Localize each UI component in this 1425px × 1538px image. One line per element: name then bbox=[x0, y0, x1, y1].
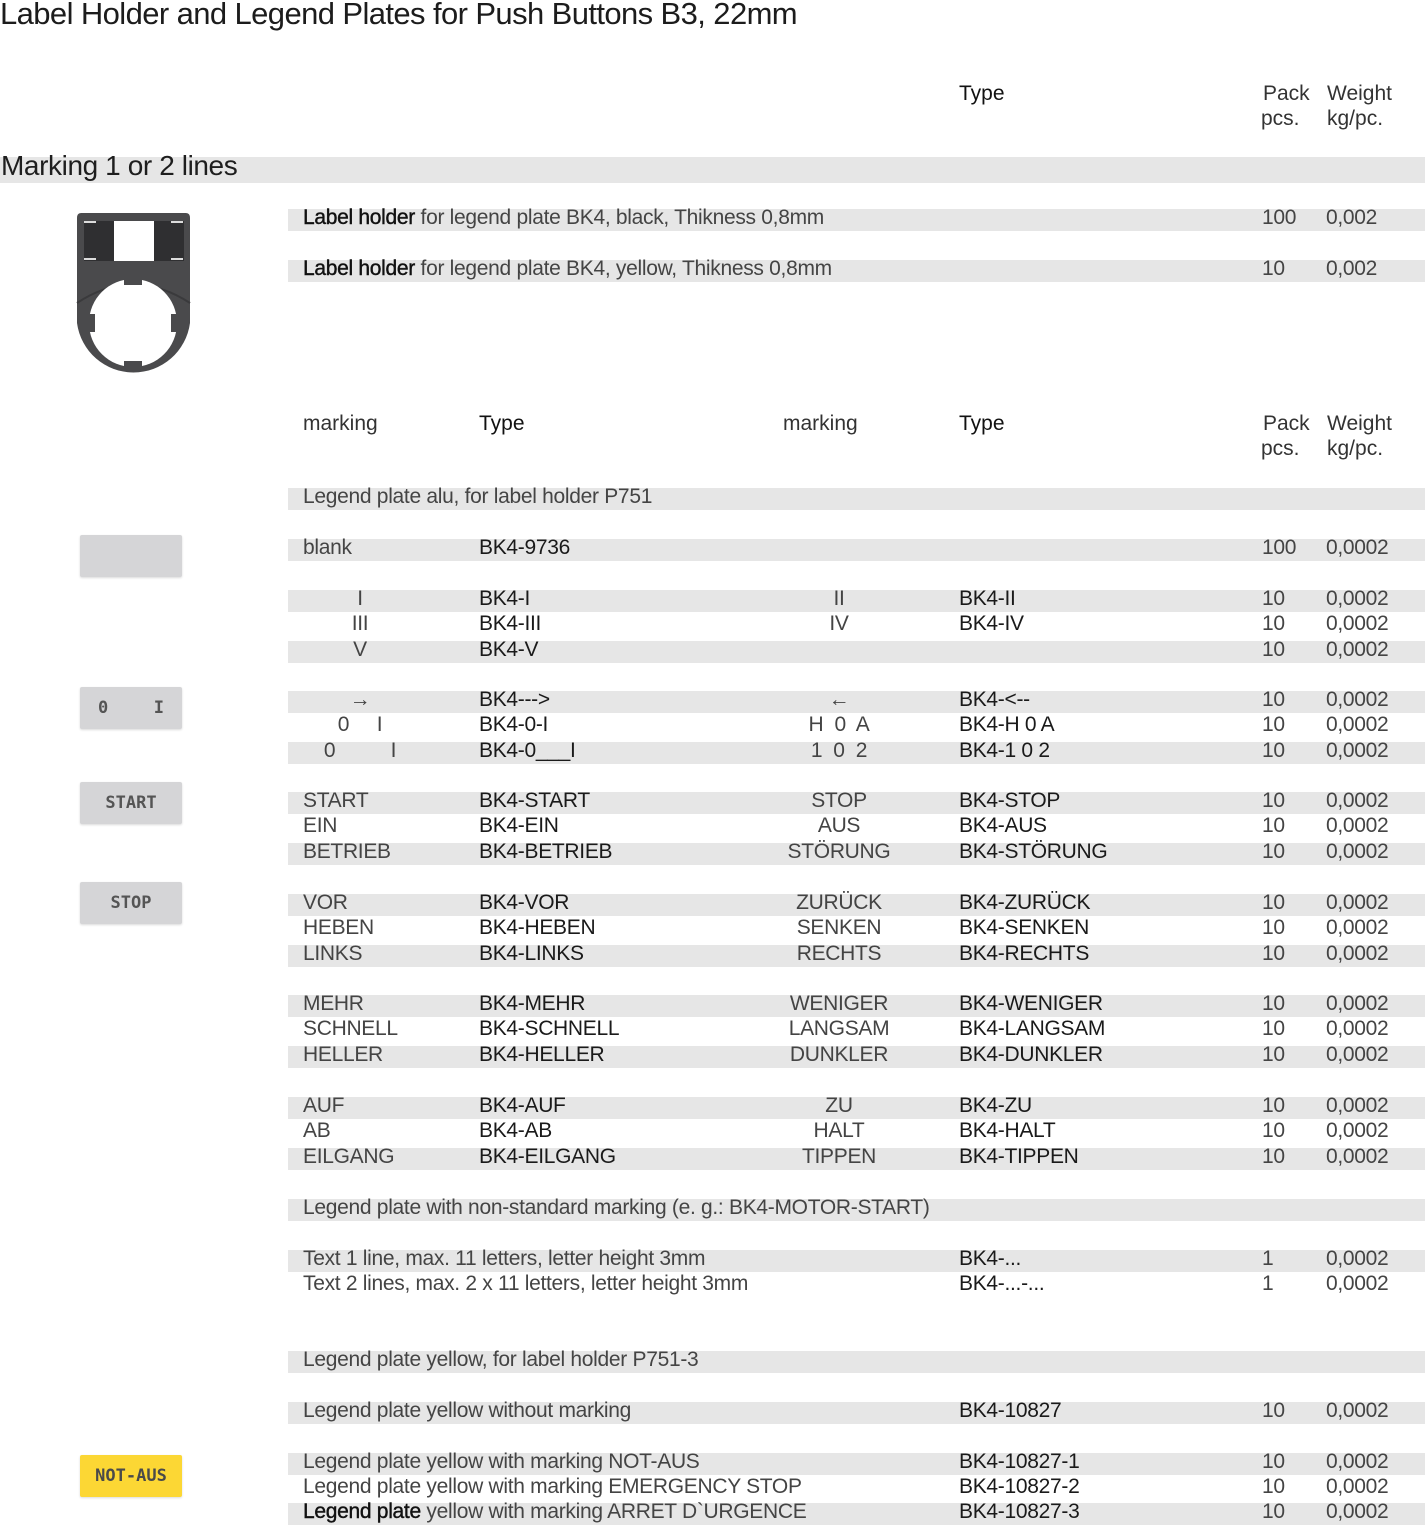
pack-qty: 10 bbox=[1262, 1144, 1285, 1168]
type-code-2: BK4-ZU bbox=[959, 1094, 1032, 1117]
holder-label-bold: Label holder bbox=[303, 206, 415, 229]
type-code: BK4-9736 bbox=[479, 536, 571, 559]
description: Text 1 line, max. 11 letters, letter height 3mm bbox=[303, 1247, 706, 1270]
header-pack-unit: pcs. bbox=[1261, 107, 1300, 130]
marking-1: VOR bbox=[303, 891, 348, 914]
header-pack: Pack bbox=[1263, 82, 1310, 105]
pack-qty: 10 bbox=[1262, 916, 1285, 940]
table-row bbox=[288, 713, 1425, 738]
marking-1: → bbox=[349, 688, 371, 711]
weight: 0,0002 bbox=[1326, 1500, 1389, 1523]
type-code: BK4-10827-3 bbox=[959, 1500, 1080, 1523]
marking-1: III bbox=[351, 612, 369, 636]
marking-1: LINKS bbox=[303, 941, 363, 965]
marking-1: 0 I bbox=[337, 713, 383, 737]
header-weight-unit: kg/pc. bbox=[1327, 437, 1384, 460]
description: Legend plate yellow with marking NOT-AUS bbox=[303, 1450, 700, 1473]
table-row bbox=[288, 941, 1425, 967]
table-row-yellow-0 bbox=[288, 1399, 1425, 1424]
type-code-1: BK4-MEHR bbox=[479, 992, 586, 1015]
marking-1: SCHNELL bbox=[303, 1017, 398, 1041]
table-row bbox=[288, 814, 1425, 839]
type-code: BK4-... bbox=[959, 1247, 1022, 1270]
marking-1: BETRIEB bbox=[303, 839, 391, 863]
header-marking-2: marking bbox=[783, 412, 858, 435]
type-code-1: BK4-I bbox=[479, 587, 531, 610]
marking-2: AUS bbox=[817, 814, 861, 838]
table-row-custom-2 bbox=[288, 1272, 1425, 1297]
header-marking-1: marking bbox=[303, 412, 378, 435]
pack-qty: 100 bbox=[1262, 536, 1297, 559]
table-row bbox=[288, 1144, 1425, 1170]
pack-qty: 10 bbox=[1262, 839, 1285, 863]
weight: 0,0002 bbox=[1326, 891, 1389, 914]
header-type: Type bbox=[959, 82, 1005, 105]
table-row bbox=[288, 789, 1425, 814]
marking-2: WENIGER bbox=[789, 992, 889, 1015]
weight: 0,0002 bbox=[1326, 612, 1389, 636]
pack-qty: 10 bbox=[1262, 789, 1285, 812]
pack-qty: 10 bbox=[1262, 612, 1285, 636]
pack-qty: 10 bbox=[1262, 738, 1285, 762]
weight: 0,0002 bbox=[1326, 1042, 1389, 1066]
description: Legend plate yellow with marking EMERGENCY STOP bbox=[303, 1475, 802, 1498]
type-code-2: BK4-II bbox=[959, 587, 1016, 610]
marking-2: ZURÜCK bbox=[796, 891, 882, 914]
header-type-1: Type bbox=[479, 412, 525, 435]
pack-qty: 10 bbox=[1262, 257, 1285, 280]
table-row bbox=[288, 688, 1425, 713]
type-code-2: BK4-DUNKLER bbox=[959, 1042, 1103, 1066]
type-code-2: BK4-HALT bbox=[959, 1119, 1056, 1143]
marking-2: SENKEN bbox=[796, 916, 882, 940]
pack-qty: 10 bbox=[1262, 587, 1285, 610]
header-type-2: Type bbox=[959, 412, 1005, 435]
label-holder-image bbox=[76, 211, 191, 379]
group-header-alu bbox=[288, 485, 1425, 510]
weight: 0,0002 bbox=[1326, 713, 1389, 737]
type-code-1: BK4-0-I bbox=[479, 713, 549, 737]
type-code-2: BK4-STOP bbox=[959, 789, 1061, 812]
type-code-2: BK4-AUS bbox=[959, 814, 1047, 838]
marking-2: 1 0 2 bbox=[810, 738, 868, 762]
pack-qty: 1 bbox=[1262, 1247, 1274, 1270]
type-code-1: BK4-III bbox=[479, 612, 542, 636]
weight: 0,0002 bbox=[1326, 1119, 1389, 1143]
weight: 0,0002 bbox=[1326, 637, 1389, 661]
type-code-1: BK4-SCHNELL bbox=[479, 1017, 620, 1041]
pack-qty: 10 bbox=[1262, 1450, 1285, 1473]
plate-notaus-image: NOT-AUS bbox=[80, 1455, 182, 1497]
type-code-2: BK4-WENIGER bbox=[959, 992, 1103, 1015]
pack-qty: 10 bbox=[1262, 1042, 1285, 1066]
table-row-yellow-2 bbox=[288, 1475, 1425, 1500]
marking-2: II bbox=[833, 587, 845, 610]
marking-2: TIPPEN bbox=[801, 1144, 877, 1168]
marking-2: ZU bbox=[825, 1094, 853, 1117]
table-row bbox=[288, 916, 1425, 941]
weight: 0,0002 bbox=[1326, 1399, 1389, 1422]
marking-1: V bbox=[353, 637, 367, 661]
type-code: BK4-10827 bbox=[959, 1399, 1062, 1422]
page-title: Label Holder and Legend Plates for Push Buttons B3, 22mm bbox=[0, 0, 798, 31]
weight: 0,0002 bbox=[1326, 916, 1389, 940]
table-row-holder-yellow bbox=[288, 257, 1425, 282]
table-row bbox=[288, 612, 1425, 637]
pack-qty: 100 bbox=[1262, 206, 1297, 229]
marking-2: RECHTS bbox=[796, 941, 882, 965]
weight: 0,0002 bbox=[1326, 941, 1389, 965]
pack-qty: 10 bbox=[1262, 688, 1285, 711]
plate-start-image: START bbox=[80, 782, 182, 824]
table-row bbox=[288, 1119, 1425, 1144]
type-code-2: BK4-SENKEN bbox=[959, 916, 1090, 940]
type-code-1: BK4-VOR bbox=[479, 891, 570, 914]
marking-1: I bbox=[357, 587, 363, 610]
type-code-2: BK4-STÖRUNG bbox=[959, 839, 1108, 863]
group-header-yellow bbox=[288, 1348, 1425, 1373]
header-weight: Weight bbox=[1327, 82, 1392, 105]
group-header-custom bbox=[288, 1196, 1425, 1221]
type-code: BK4-10827-2 bbox=[959, 1475, 1080, 1498]
marking-1: 0 I bbox=[323, 738, 397, 762]
weight: 0,0002 bbox=[1326, 1017, 1389, 1041]
marking-1: EIN bbox=[303, 814, 338, 838]
pack-qty: 10 bbox=[1262, 1094, 1285, 1117]
pack-qty: 10 bbox=[1262, 814, 1285, 838]
section-title: Marking 1 or 2 lines bbox=[1, 150, 238, 181]
header-weight-unit: kg/pc. bbox=[1327, 107, 1384, 130]
weight: 0,0002 bbox=[1326, 536, 1389, 559]
table-row bbox=[288, 738, 1425, 764]
header-pack-unit: pcs. bbox=[1261, 437, 1300, 460]
type-code-1: BK4-EILGANG bbox=[479, 1144, 616, 1168]
description: Text 2 lines, max. 2 x 11 letters, letter height 3mm bbox=[303, 1272, 749, 1295]
marking-1: START bbox=[303, 789, 369, 812]
group-label: Legend plate yellow, for label holder P751-3 bbox=[303, 1348, 699, 1371]
marking-2: LANGSAM bbox=[788, 1017, 890, 1041]
type-code-1: BK4-0___I bbox=[479, 738, 576, 762]
type-code-1: BK4---> bbox=[479, 688, 550, 711]
type-code-1: BK4-AB bbox=[479, 1119, 552, 1143]
type-code-1: BK4-HELLER bbox=[479, 1042, 605, 1066]
table-row bbox=[288, 1017, 1425, 1042]
marking-2: STÖRUNG bbox=[787, 839, 891, 863]
marking-2: DUNKLER bbox=[789, 1042, 889, 1066]
marking-2: HALT bbox=[813, 1119, 865, 1143]
pack-qty: 10 bbox=[1262, 891, 1285, 914]
table-row bbox=[288, 992, 1425, 1017]
description: Legend plate yellow without marking bbox=[303, 1399, 632, 1422]
pack-qty: 10 bbox=[1262, 1017, 1285, 1041]
weight: 0,0002 bbox=[1326, 814, 1389, 838]
group-label: Legend plate alu, for label holder P751 bbox=[303, 485, 653, 508]
table-row bbox=[288, 1042, 1425, 1068]
pack-qty: 10 bbox=[1262, 941, 1285, 965]
description-bold: Legend plate bbox=[303, 1500, 421, 1523]
pack-qty: 10 bbox=[1262, 1475, 1285, 1498]
pack-qty: 10 bbox=[1262, 1500, 1285, 1523]
marking-2: ← bbox=[828, 688, 850, 711]
marking-1: AUF bbox=[303, 1094, 345, 1117]
weight: 0,002 bbox=[1326, 257, 1378, 280]
table-row bbox=[288, 839, 1425, 865]
table-row-yellow-3 bbox=[288, 1500, 1425, 1525]
table-row bbox=[288, 891, 1425, 916]
type-code-2: BK4-LANGSAM bbox=[959, 1017, 1106, 1041]
holder-label-bold: Label holder bbox=[303, 257, 415, 280]
type-code-2: BK4-H 0 A bbox=[959, 713, 1055, 737]
weight: 0,0002 bbox=[1326, 1144, 1389, 1168]
holder-description: for legend plate BK4, black, Thikness 0,8mm bbox=[415, 206, 824, 229]
marking-1: HELLER bbox=[303, 1042, 383, 1066]
weight: 0,0002 bbox=[1326, 1094, 1389, 1117]
marking-2: IV bbox=[829, 612, 849, 636]
type-code-2: BK4-<-- bbox=[959, 688, 1030, 711]
marking-1: EILGANG bbox=[303, 1144, 395, 1168]
table-row bbox=[288, 637, 1425, 663]
type-code: BK4-10827-1 bbox=[959, 1450, 1080, 1473]
weight: 0,0002 bbox=[1326, 992, 1389, 1015]
type-code-1: BK4-AUF bbox=[479, 1094, 566, 1117]
type-code-2: BK4-TIPPEN bbox=[959, 1144, 1079, 1168]
type-code-1: BK4-EIN bbox=[479, 814, 559, 838]
marking-1: AB bbox=[303, 1119, 331, 1143]
weight: 0,0002 bbox=[1326, 839, 1389, 863]
pack-qty: 10 bbox=[1262, 992, 1285, 1015]
table-row-holder-black bbox=[288, 206, 1425, 231]
plate-stop-image: STOP bbox=[80, 882, 182, 924]
weight: 0,0002 bbox=[1326, 1450, 1389, 1473]
group-label: Legend plate with non-standard marking (e. g.: BK4-MOTOR-START) bbox=[303, 1196, 930, 1219]
plate-0-i-image bbox=[80, 687, 182, 729]
marking: blank bbox=[303, 536, 352, 559]
type-code-2: BK4-IV bbox=[959, 612, 1024, 636]
table-row-custom-1 bbox=[288, 1247, 1425, 1272]
header-weight: Weight bbox=[1327, 412, 1392, 435]
description: yellow with marking ARRET D`URGENCE bbox=[420, 1500, 807, 1523]
type-code-1: BK4-V bbox=[479, 637, 539, 661]
table-row bbox=[288, 1094, 1425, 1119]
weight: 0,002 bbox=[1326, 206, 1378, 229]
table-row-yellow-1 bbox=[288, 1450, 1425, 1475]
table-row-blank bbox=[288, 536, 1425, 561]
type-code-1: BK4-LINKS bbox=[479, 941, 584, 965]
weight: 0,0002 bbox=[1326, 1272, 1389, 1295]
type-code-1: BK4-START bbox=[479, 789, 590, 812]
weight: 0,0002 bbox=[1326, 789, 1389, 812]
type-code-1: BK4-BETRIEB bbox=[479, 839, 613, 863]
plate-blank-image bbox=[80, 535, 182, 577]
type-code-2: BK4-ZURÜCK bbox=[959, 891, 1091, 914]
plate-text-left: 0 bbox=[98, 698, 109, 718]
type-code-1: BK4-HEBEN bbox=[479, 916, 596, 940]
pack-qty: 10 bbox=[1262, 1119, 1285, 1143]
marking-2: STOP bbox=[811, 789, 867, 812]
table-row bbox=[288, 587, 1425, 612]
pack-qty: 10 bbox=[1262, 637, 1285, 661]
plate-text-right: I bbox=[153, 698, 164, 718]
weight: 0,0002 bbox=[1326, 688, 1389, 711]
type-code-2: BK4-1 0 2 bbox=[959, 738, 1050, 762]
marking-1: MEHR bbox=[303, 992, 364, 1015]
marking-2: H 0 A bbox=[808, 713, 870, 737]
pack-qty: 1 bbox=[1262, 1272, 1274, 1295]
weight: 0,0002 bbox=[1326, 1475, 1389, 1498]
pack-qty: 10 bbox=[1262, 1399, 1285, 1422]
type-code-2: BK4-RECHTS bbox=[959, 941, 1090, 965]
pack-qty: 10 bbox=[1262, 713, 1285, 737]
weight: 0,0002 bbox=[1326, 738, 1389, 762]
type-code: BK4-...-... bbox=[959, 1272, 1045, 1295]
marking-1: HEBEN bbox=[303, 916, 374, 940]
holder-description: for legend plate BK4, yellow, Thikness 0,8mm bbox=[415, 257, 832, 280]
weight: 0,0002 bbox=[1326, 1247, 1389, 1270]
weight: 0,0002 bbox=[1326, 587, 1389, 610]
header-pack: Pack bbox=[1263, 412, 1310, 435]
